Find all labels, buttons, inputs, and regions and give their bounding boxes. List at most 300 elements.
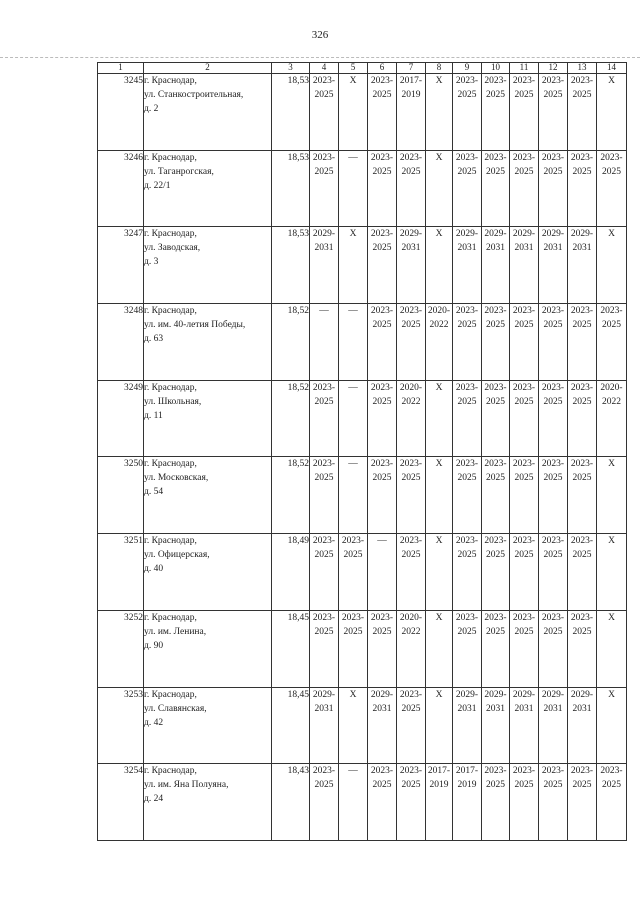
period-line: 2023- (512, 76, 536, 86)
address-line: д. 11 (144, 410, 163, 421)
area-cell: 18,53 (272, 150, 310, 227)
period-line: 2025 (401, 780, 421, 791)
row-number: 3247 (98, 227, 144, 304)
period-line: 2025 (486, 550, 505, 561)
period-cell (368, 610, 397, 687)
period-line: 2023- (512, 536, 536, 547)
period-line: 2025 (543, 166, 563, 177)
area-cell: 18,52 (272, 304, 310, 381)
period-line: 2023- (570, 306, 594, 317)
period-line: 2023- (399, 766, 423, 777)
period-line: — (348, 766, 358, 777)
header-rule (0, 57, 640, 58)
period-line: 2025 (572, 396, 592, 407)
address-line: ул. Московская, (144, 473, 209, 484)
period-line: 2025 (372, 396, 392, 407)
period-cell (310, 227, 339, 304)
period-line: X (608, 612, 615, 623)
period-cell (397, 687, 426, 764)
area-cell: 18,53 (272, 227, 310, 304)
column-header: 14 (597, 63, 627, 74)
table-row (98, 457, 627, 534)
period-cell (368, 764, 397, 841)
period-cell (482, 150, 510, 227)
period-line: 2023- (370, 459, 394, 470)
period-line: 2023- (312, 766, 336, 777)
period-line: 2029- (399, 229, 423, 240)
period-line: 2023- (541, 766, 565, 777)
period-line: 2023- (455, 306, 479, 317)
period-cell (568, 150, 597, 227)
period-line: 2025 (457, 550, 477, 561)
period-cell (310, 610, 339, 687)
period-cell (539, 764, 568, 841)
address-line: г. Краснодар, (144, 152, 197, 163)
period-line: 2023- (512, 766, 536, 777)
period-cell (368, 74, 397, 151)
period-line: 2023- (312, 612, 336, 623)
period-line: 2023- (512, 306, 536, 317)
period-line: 2023- (541, 382, 565, 393)
period-cell (397, 227, 426, 304)
period-cell (368, 150, 397, 227)
period-line: 2023- (484, 152, 507, 163)
period-line: 2023- (399, 536, 423, 547)
period-cell (339, 457, 368, 534)
period-cell (568, 74, 597, 151)
period-cell (482, 304, 510, 381)
period-cell (397, 74, 426, 151)
period-line: X (608, 536, 615, 547)
period-line: 2025 (314, 550, 334, 561)
period-line: 2022 (401, 396, 421, 407)
address-line: г. Краснодар, (144, 76, 197, 86)
period-line: 2023- (512, 152, 536, 163)
period-line: 2017- (455, 766, 479, 777)
period-cell (568, 380, 597, 457)
period-cell (310, 150, 339, 227)
table-row (98, 74, 627, 151)
row-number: 3248 (98, 304, 144, 381)
period-line: 2023- (370, 229, 394, 240)
address-line: г. Краснодар, (144, 382, 197, 393)
period-cell (397, 610, 426, 687)
address-line: ул. Таганрогская, (144, 166, 214, 177)
period-cell (539, 380, 568, 457)
address-cell (144, 764, 272, 841)
table-row (98, 687, 627, 764)
period-line: 2023- (455, 382, 479, 393)
address-line: ул. им. 40-летия Победы, (144, 320, 246, 331)
period-line: 2023- (312, 76, 336, 86)
column-header: 6 (368, 63, 397, 74)
period-cell (568, 687, 597, 764)
period-line: 2023- (484, 459, 507, 470)
period-cell (482, 74, 510, 151)
period-cell (539, 610, 568, 687)
period-line: 2023- (541, 306, 565, 317)
period-line: 2025 (401, 320, 421, 331)
period-line: 2023- (399, 306, 423, 317)
period-line: 2022 (602, 396, 621, 407)
row-number: 3246 (98, 150, 144, 227)
period-cell (426, 457, 453, 534)
period-line: — (348, 152, 358, 163)
address-line: ул. им. Яна Полуяна, (144, 780, 229, 791)
period-line: 2023- (600, 766, 623, 777)
period-line: — (348, 382, 358, 393)
period-cell (453, 74, 482, 151)
period-line: X (435, 76, 443, 86)
period-cell (339, 687, 368, 764)
period-cell (597, 457, 627, 534)
period-cell (310, 687, 339, 764)
period-cell (339, 610, 368, 687)
period-cell (310, 534, 339, 611)
period-line: 2025 (343, 550, 363, 561)
period-line: 2025 (314, 473, 334, 484)
period-line: 2031 (486, 243, 505, 254)
table-row (98, 610, 627, 687)
period-line: — (377, 536, 387, 547)
period-line: 2023- (312, 536, 336, 547)
period-line: X (435, 229, 443, 240)
period-line: 2031 (314, 703, 334, 714)
period-line: X (608, 229, 615, 240)
registry-table (97, 62, 627, 841)
period-line: 2023- (484, 382, 507, 393)
period-line: 2031 (543, 703, 563, 714)
period-line: 2025 (514, 90, 534, 100)
address-line: ул. им. Ленина, (144, 626, 207, 637)
period-cell (597, 227, 627, 304)
period-cell (597, 610, 627, 687)
period-cell (310, 764, 339, 841)
period-line: X (435, 612, 443, 623)
period-cell (368, 687, 397, 764)
period-cell (339, 380, 368, 457)
period-line: 2025 (543, 320, 563, 331)
area-cell: 18,45 (272, 610, 310, 687)
period-line: 2023- (455, 76, 479, 86)
period-line: 2025 (372, 780, 392, 791)
address-cell (144, 380, 272, 457)
period-line: 2025 (486, 90, 505, 100)
period-line: 2023- (484, 766, 507, 777)
address-cell (144, 150, 272, 227)
period-line: 2025 (572, 166, 592, 177)
period-line: X (435, 152, 443, 163)
row-number: 3251 (98, 534, 144, 611)
period-cell (482, 534, 510, 611)
period-line: 2025 (457, 166, 477, 177)
period-line: 2025 (457, 90, 477, 100)
row-number: 3250 (98, 457, 144, 534)
period-cell (482, 227, 510, 304)
period-cell (510, 74, 539, 151)
address-cell (144, 687, 272, 764)
period-cell (453, 457, 482, 534)
period-line: 2023- (570, 536, 594, 547)
period-line: 2025 (314, 626, 334, 637)
period-cell (339, 150, 368, 227)
period-cell (568, 764, 597, 841)
column-number-row (98, 63, 627, 74)
period-line: 2023- (570, 76, 594, 86)
period-line: 2025 (372, 473, 392, 484)
row-number: 3254 (98, 764, 144, 841)
area-cell: 18,53 (272, 74, 310, 151)
period-line: 2023- (570, 459, 594, 470)
period-line: 2023- (570, 612, 594, 623)
period-cell (539, 74, 568, 151)
period-line: 2023- (399, 689, 423, 700)
address-line: д. 22/1 (144, 180, 171, 191)
table-row (98, 304, 627, 381)
column-header: 2 (144, 63, 272, 74)
period-line: 2023- (370, 612, 394, 623)
period-cell (568, 534, 597, 611)
period-line: X (608, 459, 615, 470)
period-cell (426, 380, 453, 457)
period-line: 2020- (600, 382, 623, 393)
period-line: 2029- (484, 689, 507, 700)
period-cell (482, 610, 510, 687)
period-line: 2029- (455, 229, 479, 240)
period-line: 2023- (455, 152, 479, 163)
period-cell (568, 304, 597, 381)
period-line: 2025 (457, 320, 477, 331)
row-number: 3245 (98, 74, 144, 151)
period-cell (453, 150, 482, 227)
table-row (98, 380, 627, 457)
period-line: 2025 (486, 166, 505, 177)
period-line: 2023- (484, 612, 507, 623)
period-line: 2023- (370, 306, 394, 317)
row-number: 3253 (98, 687, 144, 764)
period-line: 2023- (399, 152, 423, 163)
period-line: 2025 (401, 550, 421, 561)
column-header: 4 (310, 63, 339, 74)
address-line: д. 2 (144, 104, 159, 114)
period-line: 2023- (570, 152, 594, 163)
period-cell (339, 74, 368, 151)
address-line: г. Краснодар, (144, 459, 197, 470)
period-line: 2025 (572, 550, 592, 561)
period-cell (453, 304, 482, 381)
period-line: 2025 (372, 243, 392, 254)
period-cell (510, 304, 539, 381)
period-cell (426, 74, 453, 151)
period-line: 2025 (543, 396, 563, 407)
table-row (98, 150, 627, 227)
period-cell (397, 457, 426, 534)
period-cell (368, 457, 397, 534)
period-line: 2025 (343, 626, 363, 637)
period-line: 2023- (370, 152, 394, 163)
period-cell (310, 457, 339, 534)
period-cell (568, 457, 597, 534)
period-cell (453, 227, 482, 304)
address-line: д. 24 (144, 794, 164, 805)
column-header: 12 (539, 63, 568, 74)
period-line: 2025 (514, 320, 534, 331)
address-cell (144, 457, 272, 534)
period-cell (510, 380, 539, 457)
address-line: г. Краснодар, (144, 689, 197, 700)
period-line: 2025 (572, 320, 592, 331)
address-line: ул. Славянская, (144, 703, 207, 714)
period-cell (597, 380, 627, 457)
address-line: ул. Офицерская, (144, 550, 210, 561)
period-line: 2023- (312, 152, 336, 163)
period-cell (539, 534, 568, 611)
period-line: 2023- (570, 382, 594, 393)
period-cell (510, 687, 539, 764)
period-line: 2031 (486, 703, 505, 714)
period-cell (368, 227, 397, 304)
address-cell (144, 534, 272, 611)
period-line: 2031 (457, 703, 477, 714)
column-header: 13 (568, 63, 597, 74)
period-line: 2025 (602, 320, 621, 331)
table-row (98, 764, 627, 841)
period-line: 2023- (370, 76, 394, 86)
period-line: 2029- (312, 689, 336, 700)
area-cell: 18,52 (272, 457, 310, 534)
period-line: 2031 (401, 243, 421, 254)
period-line: 2025 (372, 90, 392, 100)
period-cell (539, 457, 568, 534)
period-cell (368, 304, 397, 381)
period-cell (539, 687, 568, 764)
address-cell (144, 304, 272, 381)
period-cell (453, 687, 482, 764)
period-line: 2025 (543, 473, 563, 484)
period-line: 2020- (399, 612, 423, 623)
period-line: 2025 (602, 166, 621, 177)
column-header: 9 (453, 63, 482, 74)
period-line: — (348, 459, 358, 470)
period-line: — (348, 306, 358, 317)
column-header: 11 (510, 63, 539, 74)
period-line: 2022 (429, 320, 449, 331)
period-line: 2025 (543, 90, 563, 100)
period-line: 2029- (484, 229, 507, 240)
period-line: 2029- (541, 689, 565, 700)
period-line: 2029- (455, 689, 479, 700)
period-line: 2031 (572, 703, 592, 714)
period-line: 2025 (572, 473, 592, 484)
address-cell (144, 227, 272, 304)
period-line: 2025 (514, 626, 534, 637)
registry-rows (98, 74, 627, 841)
address-line: ул. Станкостроительная, (144, 90, 244, 100)
period-line: 2023- (512, 612, 536, 623)
column-header: 5 (339, 63, 368, 74)
period-line: X (608, 689, 615, 700)
period-line: 2020- (427, 306, 451, 317)
period-line: 2023- (512, 459, 536, 470)
period-cell (397, 304, 426, 381)
period-line: 2023- (484, 536, 507, 547)
period-cell (453, 610, 482, 687)
period-cell (339, 304, 368, 381)
period-cell (510, 227, 539, 304)
period-line: 2025 (486, 780, 505, 791)
period-line: 2023- (541, 536, 565, 547)
period-line: 2029- (541, 229, 565, 240)
table-row (98, 534, 627, 611)
period-cell (597, 150, 627, 227)
period-line: 2023- (570, 766, 594, 777)
period-cell (426, 534, 453, 611)
period-line: 2023- (370, 382, 394, 393)
period-line: 2025 (572, 90, 592, 100)
period-line: X (435, 459, 443, 470)
period-line: 2025 (514, 473, 534, 484)
address-line: ул. Школьная, (144, 396, 202, 407)
period-cell (426, 150, 453, 227)
period-line: 2025 (486, 396, 505, 407)
period-line: 2031 (543, 243, 563, 254)
period-cell (510, 610, 539, 687)
period-line: 2029- (570, 229, 594, 240)
period-cell (597, 304, 627, 381)
period-line: 2023- (341, 612, 365, 623)
period-line: 2025 (486, 473, 505, 484)
column-header: 8 (426, 63, 453, 74)
period-line: 2029- (570, 689, 594, 700)
period-cell (510, 150, 539, 227)
period-line: 2023- (312, 382, 336, 393)
address-line: г. Краснодар, (144, 766, 197, 777)
period-line: 2025 (314, 396, 334, 407)
period-cell (482, 380, 510, 457)
period-line: 2022 (401, 626, 421, 637)
address-line: д. 42 (144, 717, 164, 728)
period-line: 2031 (514, 703, 534, 714)
address-line: д. 90 (144, 640, 164, 651)
period-line: 2019 (401, 90, 421, 100)
period-cell (597, 687, 627, 764)
area-cell: 18,52 (272, 380, 310, 457)
address-cell (144, 74, 272, 151)
column-header: 3 (272, 63, 310, 74)
period-line: 2023- (399, 459, 423, 470)
address-line: д. 40 (144, 564, 164, 575)
period-line: 2023- (541, 76, 565, 86)
period-cell (510, 457, 539, 534)
period-line: 2019 (429, 780, 449, 791)
period-cell (568, 227, 597, 304)
address-cell (144, 610, 272, 687)
period-line: 2025 (372, 320, 392, 331)
period-line: 2025 (457, 626, 477, 637)
period-line: 2025 (372, 166, 392, 177)
period-line: 2023- (512, 382, 536, 393)
period-cell (482, 764, 510, 841)
area-cell: 18,43 (272, 764, 310, 841)
period-line: 2025 (314, 166, 334, 177)
period-line: 2025 (543, 550, 563, 561)
period-cell (426, 227, 453, 304)
period-line: 2023- (484, 76, 507, 86)
period-line: 2031 (572, 243, 592, 254)
period-line: 2025 (543, 626, 563, 637)
area-cell: 18,49 (272, 534, 310, 611)
period-line: 2025 (572, 780, 592, 791)
